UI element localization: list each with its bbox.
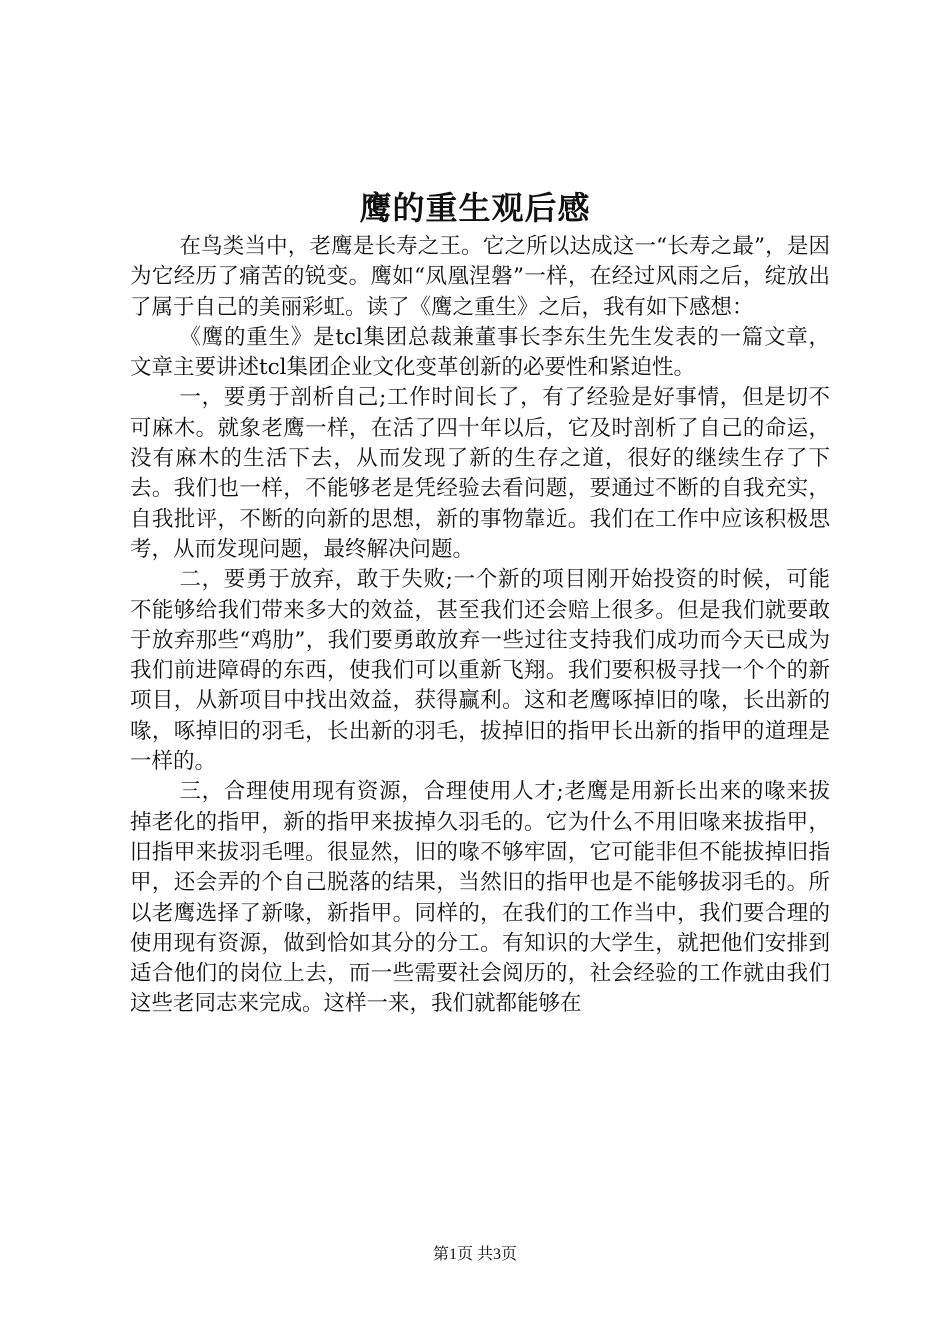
paragraph-point-three: 三，合理使用现有资源，合理使用人才;老鹰是用新长出来的喙来拔掉老化的指甲，新的指甲来拔掉久羽毛的。它为什么不用旧喙来拔指甲，旧指甲来拔羽毛哩。很显然，旧的喙不够牢固，它可能非但不能拔掉旧指甲，还会弄的个自己脱落的结果，当然旧的指甲也是不能够拔羽毛的。所以老鹰选择了新喙，新指甲。同样的，在我们的工作当中，我们要合理的使用现有资源，做到恰如其分的分工。有知识的大学生，就把他们安排到适合他们的岗位上去，而一些需要社会阅历的，社会经验的工作就由我们这些老同志来完成。这样一来，我们就都能够在	[130, 779, 830, 1017]
paragraph-point-one: 一，要勇于剖析自己;工作时间长了，有了经验是好事情，但是切不可麻木。就象老鹰一样，在活了四十年以后，它及时剖析了自己的命运，没有麻木的生活下去，从而发现了新的生存之道，很好的继续生存了下去。我们也一样，不能够老是凭经验去看问题，要通过不断的自我充实，自我批评，不断的向新的思想，新的事物靠近。我们在工作中应该积极思考，从而发现问题，最终解决问题。	[130, 385, 830, 562]
document-body	[130, 232, 830, 1020]
paragraph-intro: 在鸟类当中，老鹰是长寿之王。它之所以达成这一“长寿之最”，是因为它经历了痛苦的锐变。鹰如“凤凰涅磐”一样，在经过风雨之后，绽放出了属于自己的美丽彩虹。读了《鹰之重生》之后，我有如下感想：	[130, 234, 830, 320]
paragraph-point-two: 二，要勇于放弃，敢于失败;一个新的项目刚开始投资的时候，可能不能够给我们带来多大的效益，甚至我们还会赔上很多。但是我们就要敢于放弃那些“鸡肋”，我们要勇敢放弃一些过往支持我们成功而今天已成为我们前进障碍的东西，使我们可以重新飞翔。我们要积极寻找一个个的新项目，从新项目中找出效益，获得赢利。这和老鹰啄掉旧的喙，长出新的喙，啄掉旧的羽毛，长出新的羽毛，拔掉旧的指甲长出新的指甲的道理是一样的。	[130, 567, 830, 775]
document-title: 鹰的重生观后感	[359, 189, 591, 227]
page-footer: 第1页 共3页	[432, 1246, 517, 1263]
paragraph-article-summary: 《鹰的重生》是tcl集团总裁兼董事长李东生先生发表的一篇文章，文章主要讲述tcl集团企业文化变革创新的必要性和紧迫性。	[130, 324, 830, 381]
